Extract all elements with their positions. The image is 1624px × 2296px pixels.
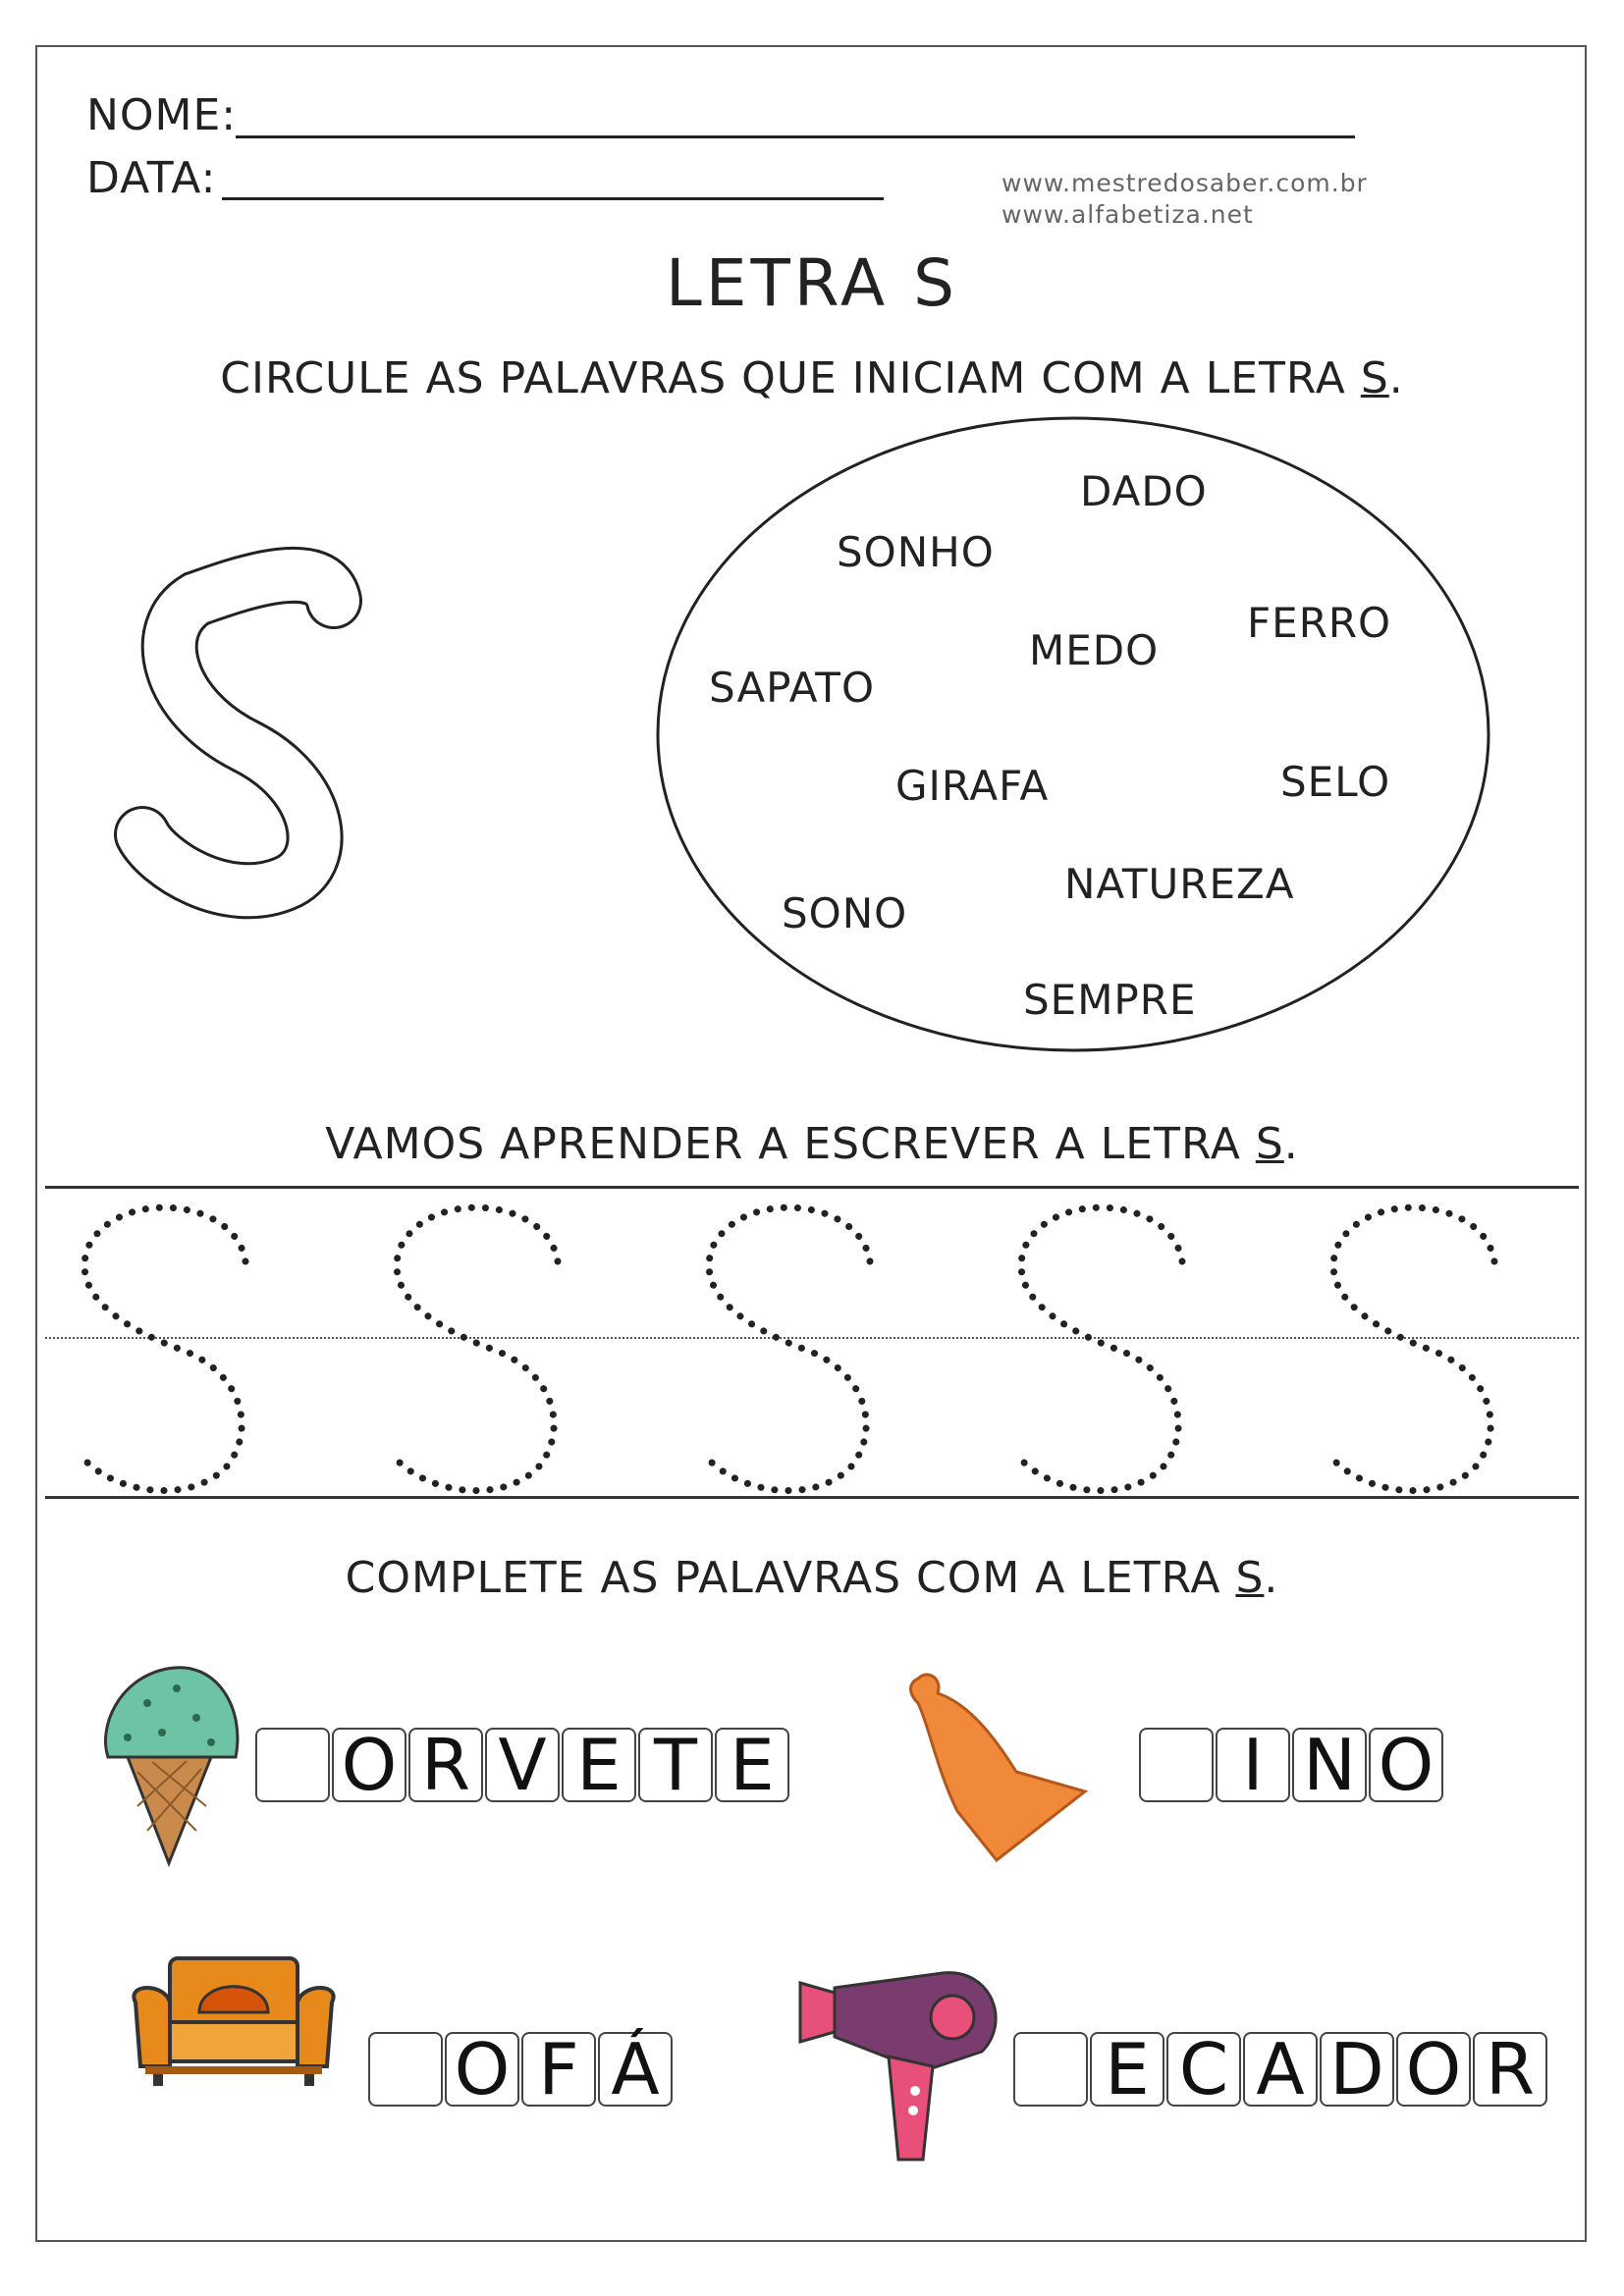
letter-box: E [715,1728,789,1802]
answer-box[interactable] [368,2032,443,2107]
section1-instruction: CIRCULE AS PALAVRAS QUE INICIAM COM A LETRA S. [220,353,1404,403]
tracing-letter-s[interactable] [1015,1207,1182,1490]
letter-box: C [1166,2032,1241,2107]
answer-box[interactable] [255,1728,330,1802]
date-label: DATA: [86,153,217,203]
bell-icon [898,1664,1095,1870]
letter-box: F [521,2032,596,2107]
word-item[interactable]: NATUREZA [1064,860,1295,908]
letter-box: T [638,1728,713,1802]
letter-box: Á [598,2032,673,2107]
name-label: NOME: [86,90,238,140]
answer-box[interactable] [1013,2032,1088,2107]
ice-cream-icon [98,1659,245,1875]
letter-box: O [445,2032,519,2107]
word-item[interactable]: DADO [1080,467,1208,515]
tracing-letter-s[interactable] [1327,1207,1494,1490]
section3-instruction: COMPLETE AS PALAVRAS COM A LETRA S. [345,1553,1279,1603]
page-title: LETRA S [666,245,958,321]
tracing-letter-s[interactable] [703,1207,870,1490]
word-orvete [255,1724,791,1806]
letter-box: V [485,1728,560,1802]
sofa-icon [126,1953,342,2091]
letter-box: R [1473,2032,1547,2107]
word-item[interactable]: MEDO [1029,626,1160,674]
letter-box: I [1216,1728,1290,1802]
letter-box: E [562,1728,636,1802]
word-item[interactable]: SONHO [837,528,995,576]
letter-box: O [1369,1728,1443,1802]
section2-instruction: VAMOS APRENDER A ESCREVER A LETRA S. [325,1119,1299,1169]
hair-dryer-icon [795,1963,1011,2169]
word-item[interactable]: SAPATO [709,664,875,712]
letter-box: E [1090,2032,1164,2107]
letter-box: A [1243,2032,1318,2107]
letter-box: O [332,1728,406,1802]
letter-box: D [1320,2032,1394,2107]
word-ino [1139,1724,1445,1806]
word-item[interactable]: SONO [782,889,908,937]
word-ecador [1013,2028,1549,2110]
word-item[interactable]: SELO [1280,758,1391,806]
word-item[interactable]: SEMPRE [1023,976,1197,1024]
website-2: www.alfabetiza.net [1001,200,1254,229]
tracing-letter-s[interactable] [391,1207,558,1490]
letter-box: R [408,1728,483,1802]
word-item[interactable]: FERRO [1247,599,1392,647]
tracing-letter-s[interactable] [79,1207,245,1490]
website-1: www.mestredosaber.com.br [1001,169,1368,197]
letter-box: O [1396,2032,1471,2107]
letter-box: N [1292,1728,1367,1802]
word-item[interactable]: GIRAFA [895,762,1050,810]
word-ofa [368,2028,675,2110]
answer-box[interactable] [1139,1728,1214,1802]
